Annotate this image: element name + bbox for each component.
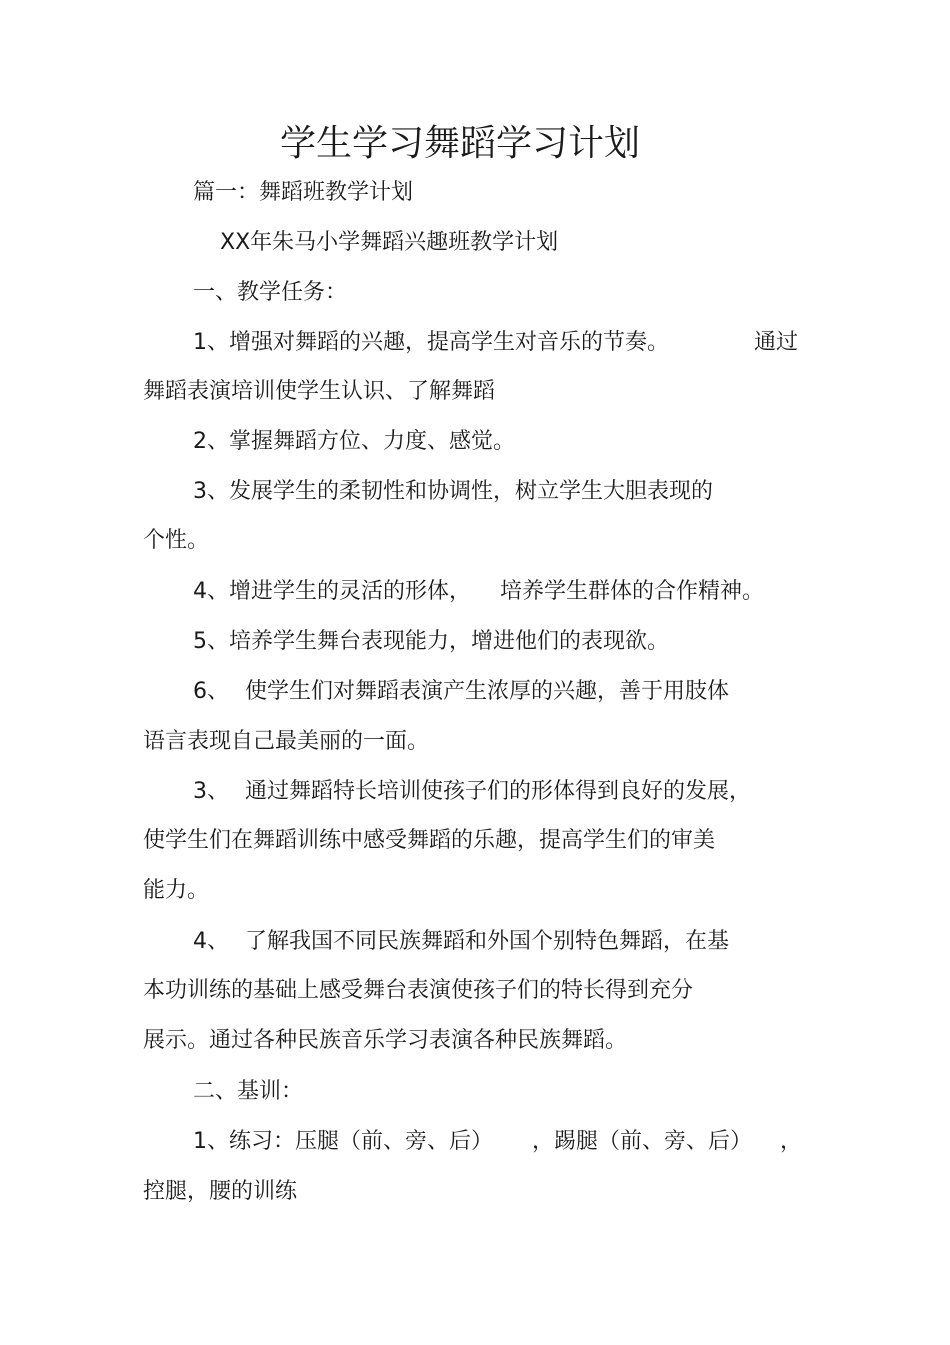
item8-number: 4、 <box>193 929 229 954</box>
item1-line1: 1、增强对舞蹈的兴趣，提高学生对音乐的节奏。 <box>193 330 669 355</box>
item7-line3: 能力。 <box>143 878 210 903</box>
document-title: 学生学习舞蹈学习计划 <box>279 123 640 164</box>
item7-number: 3、 <box>193 779 229 804</box>
item4-part-a: 4、增进学生的灵活的形体， <box>193 579 471 604</box>
item3-line1: 3、发展学生的柔韧性和协调性，树立学生大胆表现的 <box>193 479 713 504</box>
item7-line2: 使学生们在舞蹈训练中感受舞蹈的乐趣，提高学生们的审美 <box>143 828 716 853</box>
part2-heading: 二、基训： <box>193 1079 304 1104</box>
item2-line: 2、掌握舞蹈方位、力度、感觉。 <box>193 429 515 454</box>
item6-number: 6、 <box>193 679 229 704</box>
train1-part-c: ， <box>780 1129 803 1154</box>
item1-line1-tail: 通过 <box>754 330 799 355</box>
item4-part-b: 培养学生群体的合作精神。 <box>500 579 765 604</box>
item1-line2: 舞蹈表演培训使学生认识、了解舞蹈 <box>143 379 496 404</box>
item8-line3: 展示。通过各种民族音乐学习表演各种民族舞蹈。 <box>143 1028 628 1053</box>
item7-line1: 通过舞蹈特长培训使孩子们的形体得到良好的发展， <box>245 779 752 804</box>
train1-part-b: ，踢腿（前、旁、后） <box>532 1129 753 1154</box>
item5-line: 5、培养学生舞台表现能力，增进他们的表现欲。 <box>193 629 669 654</box>
train1-part-a: 1、练习：压腿（前、旁、后） <box>193 1129 493 1154</box>
item8-line2: 本功训练的基础上感受舞台表演使孩子们的特长得到充分 <box>143 978 694 1003</box>
item6-line2: 语言表现自己最美丽的一面。 <box>143 729 430 754</box>
part1-heading: 一、教学任务： <box>193 280 348 305</box>
plan-subtitle: XX年朱马小学舞蹈兴趣班教学计划 <box>220 230 559 255</box>
train1-line2: 控腿，腰的训练 <box>143 1179 298 1204</box>
item6-line1: 使学生们对舞蹈表演产生浓厚的兴趣，善于用肢体 <box>245 679 730 704</box>
section-heading: 篇一：舞蹈班教学计划 <box>193 180 414 205</box>
item8-line1: 了解我国不同民族舞蹈和外国个别特色舞蹈，在基 <box>245 929 730 954</box>
item3-line2: 个性。 <box>143 528 210 553</box>
